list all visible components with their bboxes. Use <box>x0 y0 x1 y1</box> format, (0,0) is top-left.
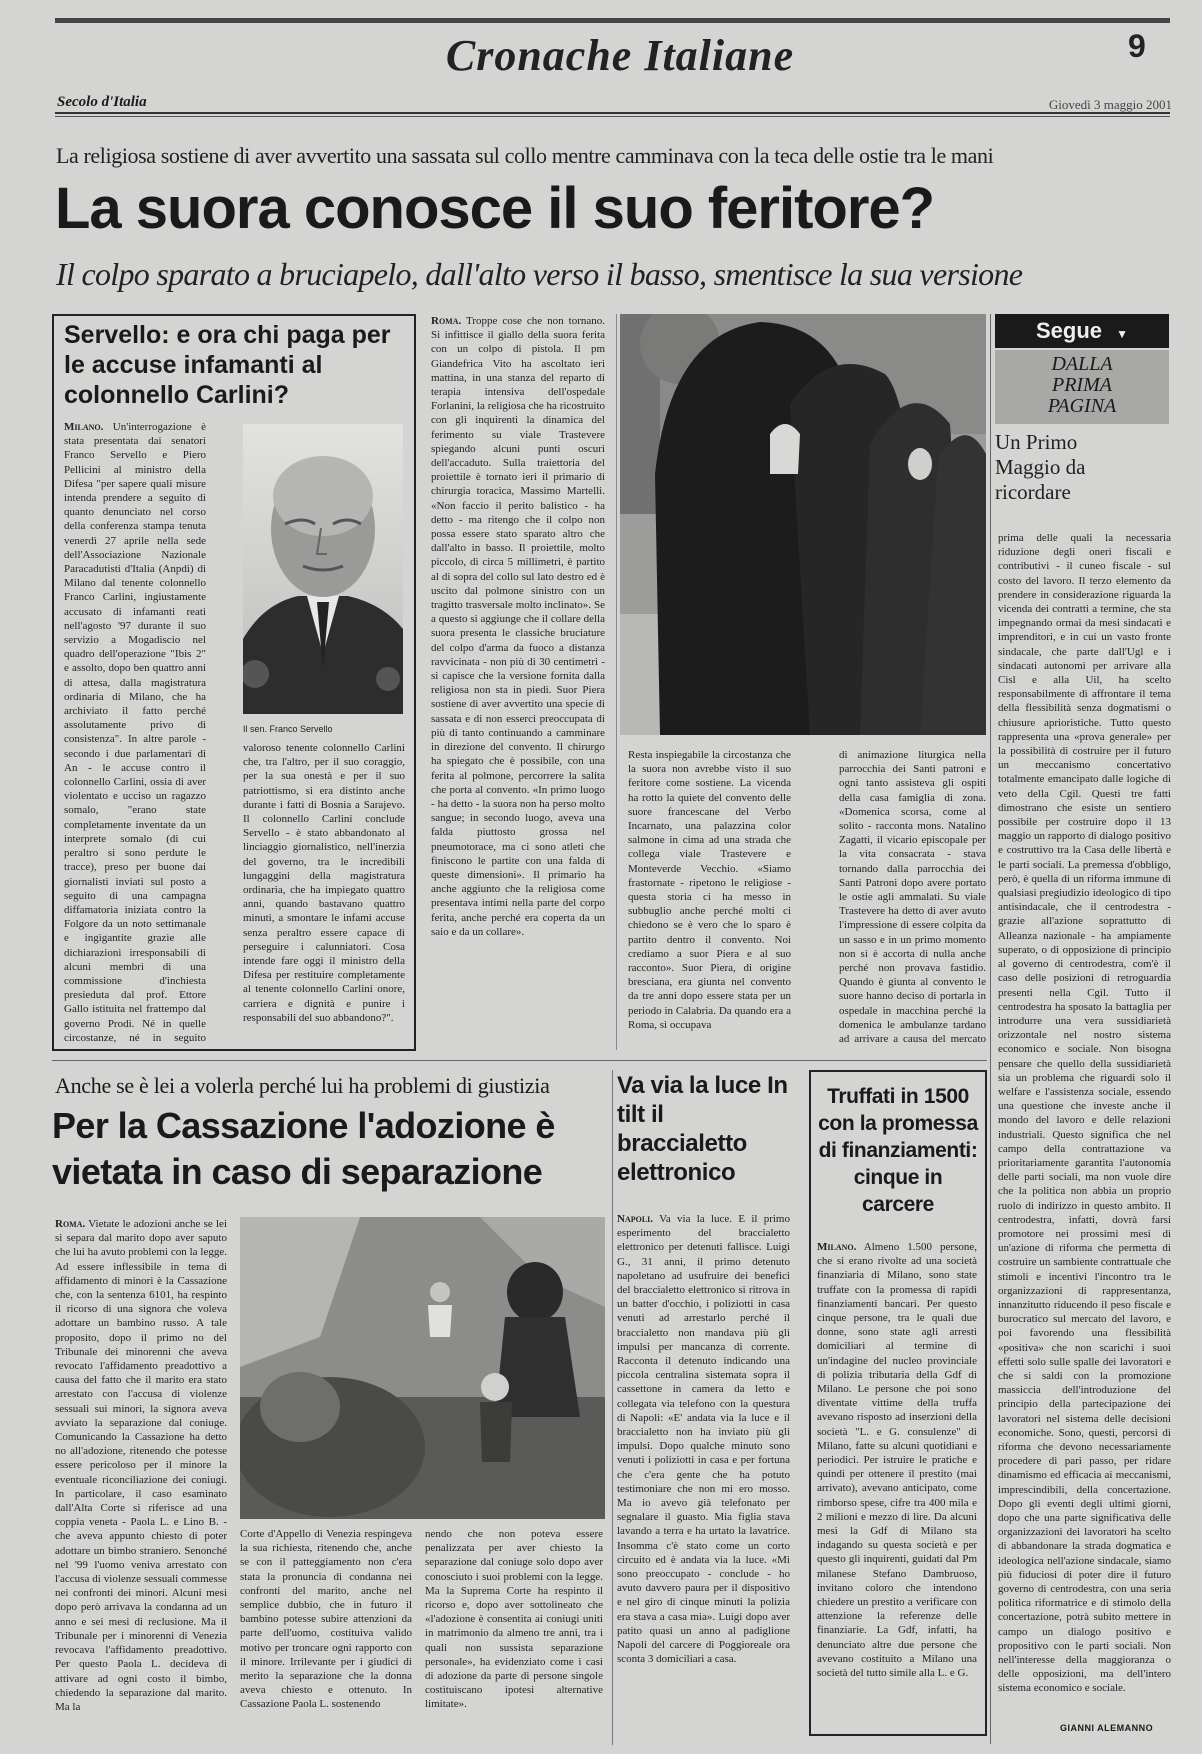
lead-text-1: Troppe cose che non tornano. Si infittisce il giallo della suora ferita con un colpo di pistola. Il pm Giandefrica Vito ha ascoltato ieri mattina, in una stanza del reparto di terapia intensiva dell'ospedale Forlanini, la religiosa che ha ricostruito con gli inquirenti la dinamica del ferimento su viale Trastevere spiegando alcuni punti oscuri dell'accaduto. Sulla traiettoria del proiettile è tornato ieri il primario di chirurgia toracica, Massimo Martelli. «Non faccio il perito balistico - ha detto - ma ritengo che il colpo non possa essere stato sparato altro che dall'alto in basso. Il proiettile, molto piccolo, di circa 5 millimetri, è partito al di sopra del collo sul lato destro ed è uscito dal polmone sinistro con un tragitto trasversale molto inclinato». Se a questo si aggiunge che il collare della suora presenta le classiche bruciature del colpo d'arma da fuoco a distanza ravvicinata - non più di 30 centimetri - si capisce che la versione fornita dalla religiosa non sta in piedi. Suor Piera sostiene di aver avvertito una specie di sassata e di non esserci preoccupata di più di tanto continuando a camminare in direzione del convento. Il chirurgo ha spiegato che è possibile, con una ferita al polmone, percorrere la salita che porta al convento. «In primo luogo - ha detto - la suora non ha perso molto sangue; in secondo luogo, aveva una falda piuttosto grossa nel pneumotorace, ma ci sono atleti che finiscono le partite con una falda di queste dimensioni». Il primario ha anche aggiunto che la religiosa come presentava intimi nella parte del corpo ferita, anche perché era coperta da un saio e da un collare». <box>431 315 605 938</box>
nuns-photo <box>620 314 986 735</box>
bracelet-body: Va via la luce. E il primo esperimento del braccialetto elettronico per detenuti fallisce. Luigi G., 31 anni, il primo detenuto napoletano ad usufruire dei benefici del braccialetto elettronico si ritrova in un batter d'occhio, i poliziotti in casa venuti ad arrestarlo perché il braccialetto non mandava più gli impulsi per mancanza di corrente. Racconta il detenuto indicando una piccola centralina sistemata sopra il cassettone in camera da letto e collegata via telefono con la questura di Napoli: «E' andata via la luce e il braccialetto non ha inviato più gli impulsi. Dopo qualche minuto sono venuti i poliziotti in casa e per fortuna che c'era gente che ha potuto testimoniare che non mi ero mosso. Ma io avevo già telefonato per segnalare il guasto. Mia figlia stava lavando a terra e ha urtato la lavatrice. Insomma c'è stato come un corto circuito ed è andata via la luce. «Mi sono preoccupato - conclude - ho avuto davvero paura per il dispositivo e nel giro di cinque minuti la polizia era stava a casa mia». Luigi dopo aver patito quasi un anno al padiglione Napoli del carcere di Poggioreale ora sconta 3 domiciliari a casa. <box>617 1213 790 1666</box>
servello-headline: Servello: e ora chi paga per le accuse infamanti al colonnello Carlini? <box>64 321 391 409</box>
servello-text-2: valoroso tenente colonnello Carlini che, tra l'altro, per il suo coraggio, per la sua onestà e per il suo patriottismo, si era distinto anche durante i fatti di Bosnia a Sarajevo. Il colonnello Carlini conclude Servello - è stato abbandonato al linciaggio giornalistico, nell'inerzia del governo, tra le incredibili lungaggini della magistratura ordinaria, che ha impiegato quattro anni, quando bastavano quattro minuti, a smontare le infami accuse senza peraltro essere capace di perseguire i calunniatori. Cosa intende fare oggi il ministro della Difesa per restituire completamente al tenente colonnello Carlini onore, carriera e dignità e punire i responsabili del suo abbandono?". <box>243 742 405 1024</box>
bracelet-headline: Va via la luce In tilt il braccialetto elettronico <box>617 1072 788 1186</box>
row-divider <box>52 1060 987 1061</box>
lead-headline: La suora conosce il suo feritore? <box>55 176 935 241</box>
fraud-headline: Truffati in 1500 con la promessa di finanziamenti: cinque in carcere <box>818 1085 978 1216</box>
bracelet-col <box>617 1212 790 1747</box>
sidebar-signature: GIANNI ALEMANNO <box>1060 1723 1154 1733</box>
lead-col1 <box>431 314 605 1050</box>
servello-photo <box>243 424 403 714</box>
adoption-col2 <box>240 1527 412 1745</box>
lead-subhead: Il colpo sparato a bruciapelo, dall'alto verso il basso, smentisce la sua versione <box>56 256 1023 292</box>
servello-dateline: Milano. <box>64 421 104 433</box>
sidebar-divider <box>990 314 991 1744</box>
servello-col1 <box>64 420 206 1045</box>
sidebar-body: prima delle quali la necessaria riduzione degli oneri fiscali e contributivi - il cuneo fiscale - sul costo del lavoro. Il terzo elemento da prendere in considerazione riguarda la vicenda dei contratti a termine, che sta impegnando ormai da mesi sindacati e imprenditori, e in cui un vasto fronte sindacale, che parte dall'Ugl e i sindacati autonomi per arrivare alla Cisl e alla Uil, ha scelto responsabilmente di affrontare il tema della flessibilità senza dogmatismi o chiusure aprioristiche. Tutto questo rappresenta una «prova generale» per la possibilità di costruire per il futuro un meccanismo concertativo totalmente emancipato dalle logiche di veto della Cgil. Questi tre fatti dimostrano che esiste un sentiero possibile per costruire dopo il 13 maggio un rapporto di dialogo positivo e costruttivo tra la Casa delle libertà e le parti sociali. La premessa d'obbligo, però, è quella di un riforma immune di qualsiasi pregiudizio ideologico di tipo antisindacale, che il centrodestra - grazie all'azione soprattutto di Alleanza nazionale - ha ampiamente superato, o di opposizione di principio al governo di centrodestra, com'è il caso delle posizioni di retroguardia presenti nella Cgil. Tutto il centrodestra ha sposato la battaglia per introdurre una vera sussidiarietà orizzontale nel nostro sistema economico e sociale. Non bisogna pensare che quello della sussidiarietà sia un problema che riguardi solo il welfare e l'assistenza sociale, essendo una questione che investe anche il mondo del lavoro e delle relazioni industriali. Questo significa che nel campo della contrattazione va prioritariamente garantita l'autonomia delle parti sociali, ma non vuole dire che la politica non abbia un proprio ruolo di indirizzo in questo ambito. Il centrodestra, infatti, dovrà farsi promotore nei prossimi mesi di un'azione di riforma che permetta di costruire un sambiente contrattuale che stimoli e incentivi l'incontro tra le organizzazioni di rappresentanza, innanzitutto riducendo il peso fiscale e burocratico sul mercato del lavoro, e poi favorendo una flessibilità «positiva» che non scarichi i suoi effetti solo sulle spalle dei lavoratori e che si saldi con la promozione massiccia dell'introduzione del principio della partecipazione dei lavoratori nel sistema delle decisioni economiche. Sono, questi, percorsi di riforma che devono necessariamente procedere di pari passo, per ridare dinamismo ed efficacia ai meccanismi, imprescindibili, della concertazione. Dopo gli eventi degli ultimi giorni, dopo che una parte significativa delle organizzazioni dei lavoratori ha scelto di abbandonare la strada dogmatica e ideologica nell'azione sindacale, siamo più fiduciosi di poter dire il futuro governo di centrodestra, con una seria politica riformatrice e di stimolo della concertazione, potrà subito mettere in campo un dialogo positivo e propositivo con le parti sociali. Non nell'interesse della maggioranza o delle opposizioni, ma dell'intero sistema economico e sociale. <box>998 532 1171 1695</box>
adoption-text-1: Vietate le adozioni anche se lei si separa dal marito dopo aver saputo che lui ha avuto problemi con la legge. Ad essere inflessibile in tema di affidamento di minori è la Cassazione che, con la sentenza 6101, ha respinto il ricorso di una signora che voleva adottare un bambino russo. A tale proposito, dopo il primo no del Tribunale dei minorenni che aveva revocato l'affidamento preadottivo a causa del fatto che il marito era stato arrestato con l'accusa di violenze sessuali sui minori, la signora aveva avviato la separazione dal coniuge. Comunicando la Cassazione ha detto no all'adozione, ritenendo che potesse essere pericoloso per il minore la eventuale riconciliazione dei coniugi. In particolare, il caso esaminato dall'Alta Corte si riferisce ad una coppia veneta - Paola L. e Lino B. - che aveva appunto chiesto di poter adottare un bimbo straniero. Senonché nel '99 l'uomo veniva arrestato con l'accusa di violenze sessuali commesse nei confronti dei minori. Alcuni mesi dopo però arrivava la condanna ad un anno e sei mesi di reclusione. Ma il Tribunale per i minorenni di Venezia revocava l'affidamento preadottivo. Per questo Paola L. decideva di attivare ad ogni costo il bimbo, chiedendo la separazione dal marito. Ma la <box>55 1218 227 1713</box>
lead-col2 <box>628 748 791 1048</box>
sidebar-title: Un Primo Maggio da ricordare <box>995 430 1086 504</box>
fraud-col <box>817 1240 977 1730</box>
issue-date: Giovedì 3 maggio 2001 <box>1048 97 1172 112</box>
fraud-body: Almeno 1.500 persone, che si erano rivolte ad una società finanziaria di Milano, sono state truffate con la promessa di rapidi finanziamenti bancari. Per questo cinque persone, tra le quali due donne, sono state agli arresti domiciliari al termine di un'indagine del nucleo provinciale di polizia tributaria della Gdf di Milano. Le persone che poi sono diventate vittime della truffa avevano risposto ad inserzioni della società "L. e G. consulenze" di Milano, fatte su alcuni quotidiani e periodici. Per istruire le pratiche e quindi per ottenere il prestito (mai arrivato), avevano anticipato, come rimborso spese, cifre tra 400 mila e 2 milioni e mezzo di lire. Da alcuni mesi la Gdf di Milano sta indagando su questa società e per questo gli inquirenti, guidati dal Pm milanese Stefano Dambruoso, invitano coloro che intendono chiedere un prestito a verificare con attenzione la referenze delle finanziarie. La Gdf, infatti, ha denunciato altre due persone che avevano costituito a Milano una società del tutto simile alla L. e G. <box>817 1241 977 1680</box>
servello-photo-caption: Il sen. Franco Servello <box>243 724 333 734</box>
section-title: Cronache Italiane <box>445 31 795 80</box>
adoption-dateline: Roma. <box>55 1218 86 1230</box>
lead-dateline: Roma. <box>431 315 462 327</box>
fraud-dateline: Milano. <box>817 1241 857 1253</box>
lead-kicker: La religiosa sostiene di aver avvertito una sassata sul collo mentre camminava con la teca delle ostie tra le mani <box>56 143 994 168</box>
masthead-top-rule <box>55 18 1170 23</box>
servello-text-1: Un'interrogazione è stata presentata dai senatori Franco Servello e Piero Pellicini al ministro della Difesa "per sapere quali misure intenda prendere a seguito di quanto denunciato nel corso della conferenza stampa tenuta venerdì 27 aprile nella sede dell'Associazione Nazionale Paracadutisti d'Italia (Anpdi) di Milano dal tenente colonnello Franco Carlini, ingiustamente accusato di infamanti reati nell'agosto '97 durante il suo servizio a Mogadiscio nel quadro dell'operazione "Ibis 2" e assolto, dopo ben quattro anni di attesa, dalla magistratura ordinaria di Milano, che ha archiviato il fatto perché assolutamente privo di consistenza". In altre parole - secondo i due parlamentari di An - le accuse contro il colonnello Carlini, ossia di aver violentato e ucciso un ragazzo somalo, "erano state completamente inventate da un interprete somalo (di cui peraltro si sono perdute le tracce), preso per buone dai giornalisti inviati sul posto a seguito di una campagna diffamatoria iniziata contro la Folgore da un noto settimanale e ingigantite grazie alle dichiarazioni irresponsabili di alcuni membri di una commissione d'inchiesta presieduta dal prof. Ettore Gallo istituita nel frattempo dal governo Prodi. Né in quelle circostanze, né in seguito <box>64 421 206 1044</box>
sidebar-body-col <box>998 531 1171 1721</box>
masthead-bottom-rule-thin <box>55 116 1170 117</box>
paper-name: Secolo d'Italia <box>57 94 147 110</box>
adoption-headline: Per la Cassazione l'adozione è vietata in caso di separazione <box>52 1105 555 1192</box>
bracelet-dateline: Napoli. <box>617 1213 654 1225</box>
lead-text-2: Resta inspiegabile la circostanza che la suora non avrebbe visto il suo feritore come sostiene. La vicenda ha rotto la quiete del convento delle suore francescane del Verbo Incarnato, una palazzina color salmone in cima ad una strada che collega viale Trastevere e Monteverde Vecchio. «Siamo frastornate - ripetono le religiose - questa storia ci ha messo in subbuglio anche perché molti ci chiedono se è vero che lo sparo è partito dentro il convento. Noi crediamo a suor Piera e al suo racconto». Suor Piera, di origine bresciana, era giunta nel convento da tre anni dopo essere stata per un periodo in Calabria. Da quando era a Roma, si occupava <box>628 749 791 1031</box>
masthead-bottom-rule <box>55 112 1170 114</box>
child-photo <box>240 1217 605 1519</box>
adoption-col1 <box>55 1217 227 1747</box>
segue-tag <box>995 314 1169 348</box>
lead-column-divider <box>616 314 617 1050</box>
adoption-text-2: Corte d'Appello di Venezia respingeva la sua richiesta, ritenendo che, anche se con il patteggiamento non c'era stata la pronuncia di condanna nei confronti del marito, anche nel semplice dubbio, che in futuro il bambino potesse subire attenzioni da parte dell'uomo, costituiva valido motivo per troncare ogni rapporto con il minore. Irrilevante per i giudici di merito la separazione che la donna aveva chiesto e ottenuto. In Cassazione Paola L. sostenendo <box>240 1528 412 1711</box>
adoption-kicker: Anche se è lei a volerla perché lui ha problemi di giustizia <box>55 1073 550 1098</box>
lead-col3 <box>839 748 986 1048</box>
lead-text-3: di animazione liturgica nella parrocchia dei Santi patroni e ogni tanto assisteva gli ospiti della casa famiglia di zona. «Domenica scorsa, come al solito - racconta mons. Natalino Zagatti, il vicario episcopale per la vita consacrata - stava tornando dalla parrocchia dei Santi Patroni dopo avere portato le ostie agli ammalati. Su viale Trastevere ha detto di aver avuto l'impressione di essere colpita da un sasso e in un primo momento non si è accorta di nulla anche perché non provava fastidio. Quando è giunta al convento le suore hanno deciso di portarla in ospedale in macchina perché la domenica le ambulanze tardano ad arrivare a causa del mercato <box>839 749 986 1046</box>
page-number: 9 <box>1128 28 1146 64</box>
chevron-down-icon: ▼ <box>1116 327 1129 341</box>
segue-label: Segue <box>1035 318 1102 343</box>
adoption-col3 <box>425 1527 603 1745</box>
from-front-page-label: DALLA PRIMA PAGINA <box>995 350 1169 424</box>
adoption-text-3: nendo che non poteva essere penalizzata per aver chiesto la separazione dal coniuge solo dopo aver conosciuto i suoi problemi con la legge. Ma la Suprema Corte ha respinto il ricorso e, dopo aver sottolineato che «l'adozione è consentita ai coniugi uniti in matrimonio da almeno tre anni, tra i quali non sussista separazione personale», ha evidenziato come i casi di adozione da parte di persone singole costituiscano ipotesi alternative limitate». <box>425 1528 603 1711</box>
servello-col2 <box>243 741 405 1046</box>
column-divider-bracelet <box>612 1070 613 1745</box>
